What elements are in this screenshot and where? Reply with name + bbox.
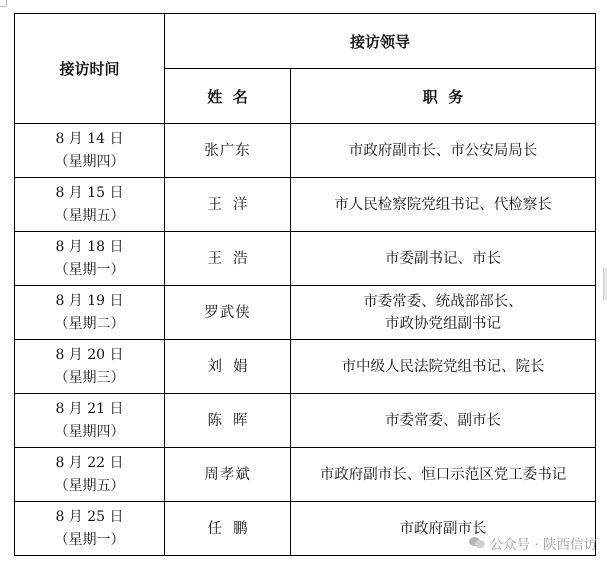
position-line: 市政府副市长 [399,520,487,537]
leader-position [291,124,596,178]
weekday-text: （星期四） [54,153,125,170]
date-text: 8 月 21 日 [55,400,124,417]
date-cell [15,178,165,232]
leader-position [291,448,596,502]
date-text: 8 月 18 日 [55,238,124,255]
watermark [469,533,597,553]
weekday-text: （星期一） [54,531,125,548]
date-cell [15,232,165,286]
leader-name: 周孝斌 [165,448,291,502]
table-row [15,232,596,286]
weekday-text: （星期一） [54,261,125,278]
date-cell [15,394,165,448]
leader-name: 王洋 [165,178,291,232]
header-position: 职 务 [291,69,596,124]
reception-schedule-table [14,13,596,556]
position-line: 市中级人民法院党组书记、院长 [341,358,545,375]
date-text: 8 月 22 日 [55,454,124,471]
leader-name: 王浩 [165,232,291,286]
leader-position [291,286,596,340]
date-cell [15,502,165,556]
leader-position [291,232,596,286]
date-text: 8 月 19 日 [55,292,124,309]
leader-name: 刘娟 [165,340,291,394]
date-text: 8 月 25 日 [55,508,124,525]
leader-position [291,340,596,394]
position-line: 市委副书记、市长 [385,250,501,267]
position-line: 市政协党组副书记 [385,315,501,332]
date-text: 8 月 14 日 [55,130,124,147]
leader-position [291,178,596,232]
header-time: 接访时间 [15,14,165,124]
date-cell [15,124,165,178]
leader-name: 张广东 [165,124,291,178]
header-name: 姓 名 [165,69,291,124]
table-row [15,124,596,178]
date-text: 8 月 20 日 [55,346,124,363]
table-row [15,340,596,394]
position-line: 市委常委、统战部部长、 [363,293,523,310]
watermark-text: 公众号 · 陕西信访 [489,537,597,553]
weekday-text: （星期三） [54,369,125,386]
leader-name: 罗武侠 [165,286,291,340]
date-text: 8 月 15 日 [55,184,124,201]
page-corner-mark [0,0,7,7]
table-row [15,286,596,340]
leader-name: 任鹏 [165,502,291,556]
position-line: 市政府副市长、恒口示范区党工委书记 [319,466,567,483]
date-cell [15,340,165,394]
weekday-text: （星期五） [54,207,125,224]
wechat-icon [469,536,485,550]
table-row [15,178,596,232]
table-row [15,448,596,502]
position-line: 市委常委、副市长 [385,412,501,429]
scrollbar-handle[interactable] [603,268,607,300]
leader-position [291,394,596,448]
leader-name: 陈晖 [165,394,291,448]
header-leader: 接访领导 [165,14,596,69]
position-line: 市人民检察院党组书记、代检察长 [334,196,552,213]
weekday-text: （星期二） [54,315,125,332]
date-cell [15,286,165,340]
weekday-text: （星期四） [54,423,125,440]
weekday-text: （星期五） [54,477,125,494]
date-cell [15,448,165,502]
position-line: 市政府副市长、市公安局局长 [348,142,538,159]
table-row [15,394,596,448]
